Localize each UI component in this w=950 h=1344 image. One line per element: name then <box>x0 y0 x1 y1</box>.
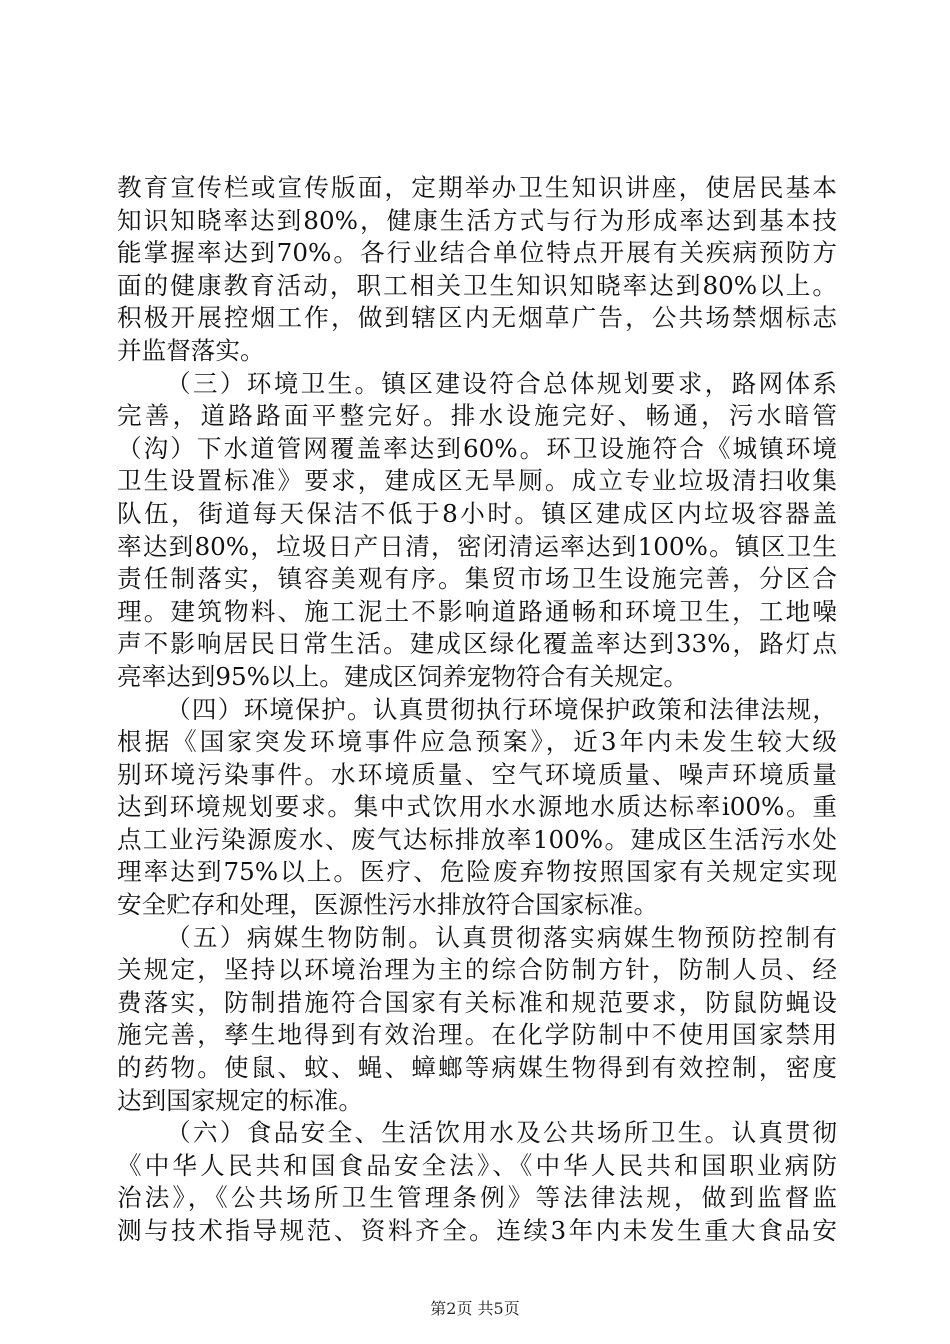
text-line: 亮率达到95%以上。建成区饲养宠物符合有关规定。 <box>117 661 689 691</box>
text-line: 责任制落实，镇容美观有序。集贸市场卫生设施完善，分区合 <box>117 564 837 594</box>
text-line: 《中华人民共和国食品安全法》、《中华人民共和国职业病防 <box>117 1150 837 1180</box>
page-number-footer: 第2页 共5页 <box>430 1299 520 1318</box>
text-line: 率达到80%，垃圾日产日清，密闭清运率达到100%。镇区卫生 <box>117 531 837 561</box>
text-line: 达到国家规定的标准。 <box>117 1085 363 1115</box>
text-line: 关规定，坚持以环境治理为主的综合防制方针，防制人员、经 <box>117 955 837 985</box>
text-line: 队伍，街道每天保洁不低于8小时。镇区建成区内垃圾容器盖 <box>117 498 837 528</box>
text-line: 费落实，防制措施符合国家有关标准和规范要求，防鼠防蝇设 <box>117 987 837 1017</box>
text-line: 施完善，孳生地得到有效治理。在化学防制中不使用国家禁用 <box>117 1020 837 1050</box>
text-line: （六）食品安全、生活饮用水及公共场所卫生。认真贯彻 <box>166 1118 837 1148</box>
text-line: 完善，道路路面平整完好。排水设施完好、畅通，污水暗管 <box>117 401 837 431</box>
text-line: 教育宣传栏或宣传版面，定期举办卫生知识讲座，使居民基本 <box>117 173 837 202</box>
text-line: 理。建筑物料、施工泥土不影响道路通畅和环境卫生，工地噪 <box>117 596 837 626</box>
text-line: 声不影响居民日常生活。建成区绿化覆盖率达到33%，路灯点 <box>117 629 837 659</box>
text-line: （五）病媒生物防制。认真贯彻落实病媒生物预防控制有 <box>166 922 837 952</box>
text-line: 能掌握率达到70%。各行业结合单位特点开展有关疾病预防方 <box>117 238 837 268</box>
text-line: 并监督落实。 <box>117 335 265 365</box>
text-line: 治法》，《公共场所卫生管理条例》等法律法规，做到监督监 <box>117 1183 837 1213</box>
text-line: （四）环境保护。认真贯彻执行环境保护政策和法律法规， <box>166 694 837 724</box>
text-line: 安全贮存和处理，医源性污水排放符合国家标准。 <box>117 890 659 920</box>
text-line: 根据《国家突发环境事件应急预案》，近3年内未发生较大级 <box>117 727 837 757</box>
text-line: （三）环境卫生。镇区建设符合总体规划要求，路网体系 <box>166 368 837 398</box>
document-body <box>117 172 837 1248</box>
text-line: 的药物。使鼠、蚊、蝇、蟑螂等病媒生物得到有效控制，密度 <box>117 1053 837 1083</box>
text-line: 测与技术指导规范、资料齐全。连续3年内未发生重大食品安 <box>117 1216 837 1245</box>
text-line: 面的健康教育活动，职工相关卫生知识知晓率达到80%以上。 <box>117 270 837 300</box>
text-line: 知识知晓率达到80%，健康生活方式与行为形成率达到基本技 <box>117 205 837 235</box>
text-line: 达到环境规划要求。集中式饮用水水源地水质达标率i00%。重 <box>117 792 837 822</box>
text-line: （沟）下水道管网覆盖率达到60%。环卫设施符合《城镇环境 <box>117 433 837 463</box>
text-line: 卫生设置标准》要求，建成区无旱厕。成立专业垃圾清扫收集 <box>117 466 837 496</box>
text-line: 积极开展控烟工作，做到辖区内无烟草广告，公共场禁烟标志 <box>117 303 837 333</box>
text-line: 别环境污染事件。水环境质量、空气环境质量、噪声环境质量 <box>117 759 837 789</box>
text-line: 点工业污染源废水、废气达标排放率100%。建成区生活污水处 <box>117 824 837 854</box>
text-line: 理率达到75%以上。医疗、危险废弃物按照国家有关规定实现 <box>117 857 837 887</box>
